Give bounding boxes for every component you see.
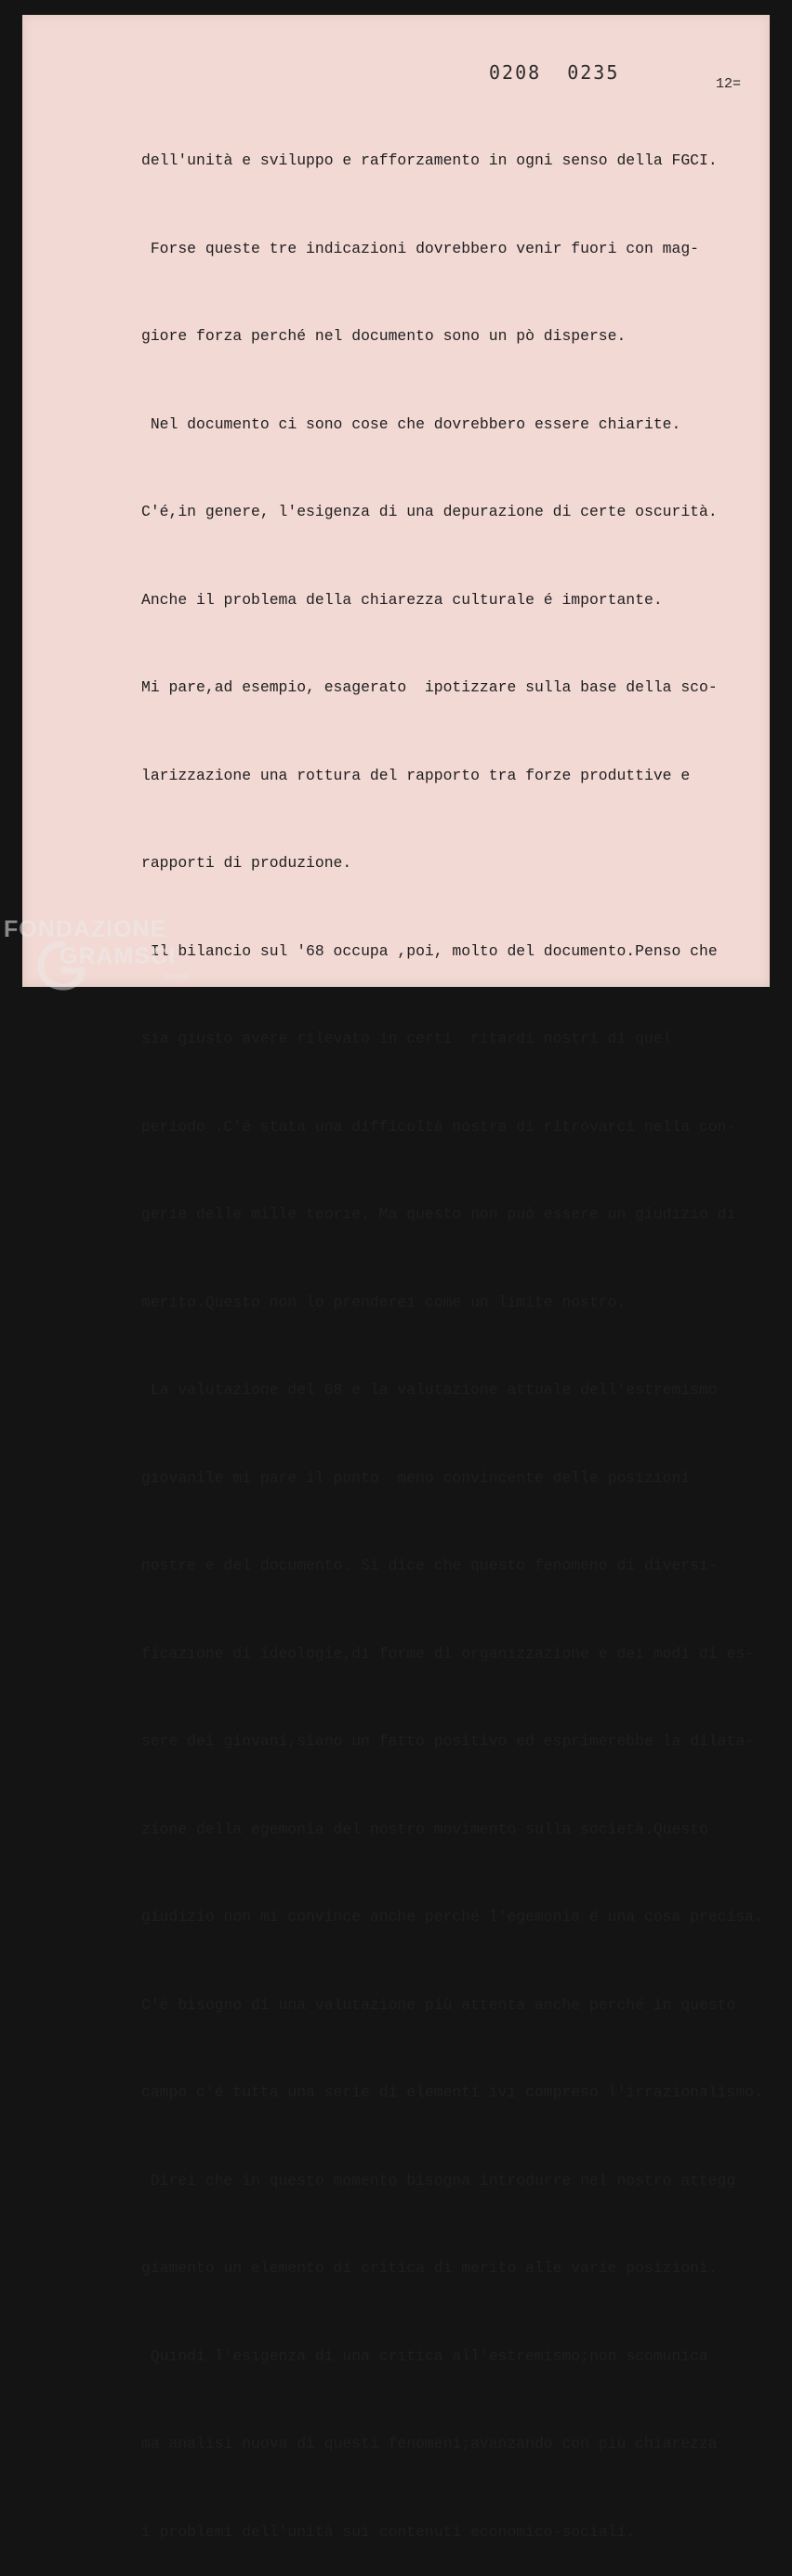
text-line: Quindi l'esigenza di una critica all'estremismo;non scomunica — [141, 2346, 708, 2365]
text-line: Forse queste tre indicazioni dovrebbero venir fuori con mag- — [141, 239, 699, 257]
watermark-line-1: FONDAZIONE — [4, 916, 167, 942]
typed-text-body — [141, 87, 762, 2576]
archive-number: 0208 0235 — [489, 61, 620, 84]
text-line: C'é bisogno di una valutazione più attenta anche perché in questo — [141, 1995, 736, 2014]
text-line: giovanile mi pare il punto meno convincente delle posizioni — [141, 1468, 691, 1487]
text-line: sia giusto avere rilevato in certi ritardi nostri di quel — [141, 1030, 672, 1047]
text-line: campo c'é tutta una serie di elementi ivi compreso l'irrazionalismo. — [141, 2083, 763, 2101]
text-line: Anche il problema della chiarezza culturale é importante. — [141, 590, 663, 609]
page-number: 12= — [716, 76, 742, 92]
text-line: sere dei giovani,siano un fatto positivo ed esprimerebbe la dilata- — [141, 1732, 755, 1750]
watermark-line-2: GRAMSCI — [59, 943, 177, 969]
text-line: ficazione di ideologie,di forme di organizzazione e dei modi di es- — [141, 1644, 755, 1663]
fondazione-gramsci-watermark — [4, 916, 189, 982]
text-line: i problemi dell'unità sui contenuti economico-sociali. — [141, 2522, 636, 2541]
text-line: Mi pare,ad esempio, esagerato ipotizzare sulla base della sco- — [141, 678, 718, 696]
text-line: rapporti di produzione. — [141, 854, 352, 872]
text-line: Nel documento ci sono cose che dovrebbero essere chiarite. — [141, 414, 681, 433]
watermark-line-3: onlus — [164, 971, 189, 982]
text-line: dell'unità e sviluppo e rafforzamento in ogni senso della FGCI. — [141, 151, 718, 169]
text-line: Il bilancio sul '68 occupa ,poi, molto del documento.Penso che — [141, 941, 718, 960]
text-line: zione della egemonia del nostro movimento sulla società.Questo — [141, 1820, 708, 1838]
text-line: giore forza perché nel documento sono un pò disperse. — [141, 327, 627, 345]
text-line: periodo .C'é stata una difficoltà nostra di ritrovarci nella con- — [141, 1117, 736, 1136]
text-line: ma analisi nuova di questi fenomeni;avanzando con più chiarezza — [141, 2435, 718, 2452]
text-line: giamento un elemento di critica di merito alle varie posizioni. — [141, 2259, 718, 2277]
text-line: nostre e del documento. Si dice che questo fenomeno di diversi- — [141, 1557, 718, 1574]
text-line: merito.Questo non lo prenderei come un limite nostro. — [141, 1293, 627, 1311]
text-line: larizzazione una rottura del rapporto tra forze produttive e — [141, 766, 691, 784]
swirl-logo-icon — [35, 939, 89, 992]
text-line: gerie delle mille teorie. Ma questo non può essere un giudizio di — [141, 1205, 736, 1223]
text-line: C'é,in genere, l'esigenza di una depurazione di certe oscurità. — [141, 503, 718, 520]
text-line: Direi che in questo momento bisogna introdurre nel nostro attegg — [141, 2171, 736, 2189]
text-line: La valutazione del 68 e la valutazione attuale dell'estremismo — [141, 1381, 718, 1399]
text-line: giudizio non mi convince anche perché l'egemonia é una cosa precisa. — [141, 1908, 763, 1925]
